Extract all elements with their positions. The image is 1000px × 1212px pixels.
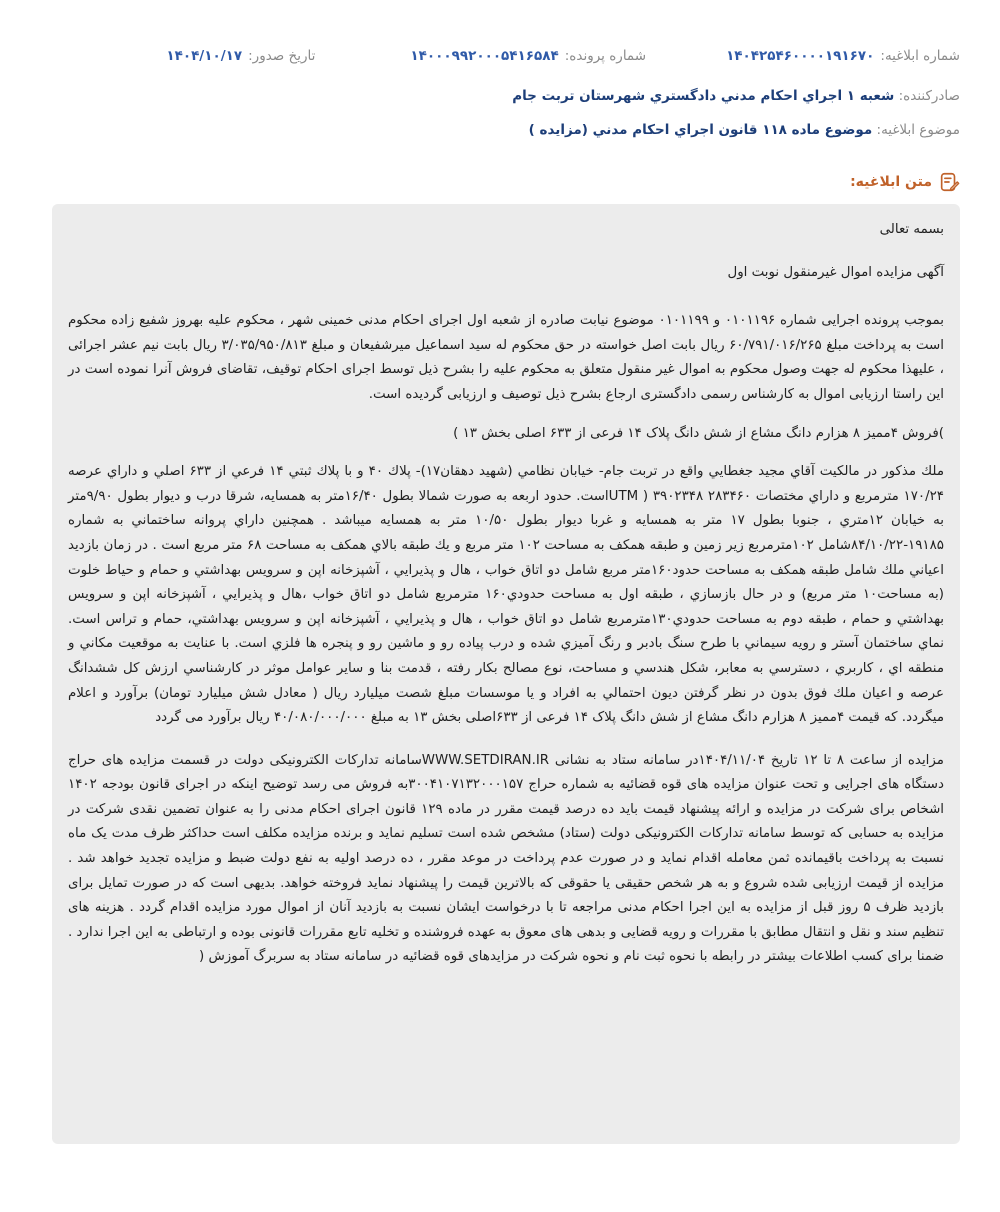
case-number (410, 48, 646, 64)
issue-date (166, 48, 315, 64)
notice-number-label: شماره ابلاغيه: (880, 48, 960, 64)
issue-date-value: ۱۴۰۴/۱۰/۱۷ (166, 48, 243, 64)
section-title: متن ابلاغيه: (850, 174, 932, 190)
case-number-label: شماره پرونده: (564, 48, 647, 64)
issuer-label: صادرکننده: (898, 88, 960, 104)
notice-share-line: )فروش ۴ممیز ۸ هزارم دانگ مشاع از شش دانگ پلاک ۱۴ فرعی از ۶۳۳ اصلی بخش ۱۳ ) (453, 425, 944, 441)
notice-number-value: ۱۴۰۴۲۵۴۶۰۰۰۰۱۹۱۶۷۰ (726, 48, 875, 64)
edit-document-icon (938, 171, 960, 193)
case-number-value: ۱۴۰۰۰۹۹۲۰۰۰۵۴۱۶۵۸۴ (410, 48, 559, 64)
property-description-paragraph: ملك مذكور در مالكيت آقاي مجيد جغطايي واقع در تربت جام- خيابان نظامي (شهيد دهقان۱۷)- پلاك ۴۰ و با پلاك ثبتي ۱۴ فرعي از ۶۳۳ اصلي و داراي عرصه ۱۷۰/۲۴ مترمربع و داراي مختصات ۲۸۳۴۶۰ ۳۹۰۲۳۴۸ ( UTMاست. حدود اربعه به صورت شمالا بطول ۱۶/۴۰متر به همسايه، شرقا درب و ديوار بطول ۹/۹۰متر به خيابان ۱۲متري ، جنوبا بطول ۱۷ متر به همسايه و غربا ديوار بطول ۱۰/۵۰ متر به همسايه ميباشد . همچنين داراي پروانه ساختماني به شماره ۱۹۱۸۵-۸۴/۱۰/۲۲شامل ۱۰۲مترمربع زير زمين و طبقه همكف به مساحت ۱۰۲ متر مربع و يك طبقه بالاي همكف به مساحت ۶۸ متر مربع است . در زمان بازديد اعياني ملك شامل طبقه همكف به مساحت حدود۱۶۰متر مربع شامل دو اتاق خواب ، هال و پذيرايي ، آشپزخانه اپن و سرويس بهداشتي و حمام و حياط خلوت (به مساحت۱۰ متر مربع) و در حال بازسازي ، طبقه اول به مساحت حدودي۱۶۰ مترمربع شامل دو اتاق خواب ،هال و پذيرايي ، آشپزخانه اپن و سرويس بهداشتي و حمام ، طبقه دوم به مساحت حدودي۱۳۰مترمربع شامل دو اتاق خواب ، هال و پذيرايي ، آشپزخانه اپن و سرويس بهداشتي، حمام و تراس است. نماي ساختمان آستر و رويه سيماني با طرح سنگ بادبر و رنگ آميزي شده و درب پياده رو و ماشين رو و پنجره ها فلزي است. با عنايت به موقعيت مكاني و منطقه اي ، كاربري ، دسترسي به معابر، شكل هندسي و مساحت، نوع مصالح بكار رفته ، قدمت بنا و ساير عوامل موثر در كارشناسي ارزش كل ششدانگ عرصه و اعيان ملك فوق بدون در نظر گرفتن ديون احتمالي به افراد و يا موسسات مبلغ شصت ميليارد ريال ( معادل شش ميليارد تومان) برآورد و اعلام ميگردد. که قیمت ۴ممیز ۸ هزارم دانگ مشاع از شش دانگ پلاک ۱۴ فرعی از ۶۳۳اصلی بخش ۱۳ به مبلغ ۴۰/۰۸۰/۰۰۰/۰۰۰ ریال برآورد می گردد (68, 464, 945, 726)
subject-row (40, 122, 960, 138)
notice-content-box (52, 204, 960, 1144)
issue-date-label: تاريخ صدور: (248, 48, 316, 64)
header-meta-row (40, 48, 960, 64)
notice-case-paragraph: بموجب پرونده اجرایی شماره ۰۱۰۱۱۹۶ و ۰۱۰۱۱۹۹ موضوع نیابت صادره از شعبه اول اجرای احکام مدنی خمینی شهر ، محکوم علیه بهروز شفیع زاده محکوم است به پرداخت مبلغ ۶۰/۷۹۱/۰۱۶/۲۶۵ ریال بابت اصل خواسته در حق محکوم له سید اسماعیل میرشفیعان و مبلغ ۳/۰۳۵/۹۵۰/۸۱۳ ریال بابت نیم عشر اجرائی ، علیهذا محکوم له جهت وصول محکوم به اموال غیر منقول متعلق به محکوم علیه را بشرح ذیل توسط اجرای احکام توقیف، تقاضای فروش آنرا نموده است در این راستا ارزیابی اموال به کارشناس رسمی دادگستری ارجاع بشرح ذیل توصیف و ارزیابی گردیده است. (68, 313, 944, 402)
notice-text-heading (850, 171, 960, 193)
notice-title: آگهی مزایده اموال غیرمنقول نوبت اول (727, 264, 944, 280)
notice-opening: بسمه تعالی (879, 222, 944, 237)
subject-value: موضوع ماده ۱۱۸ قانون اجراي احکام مدني (مزايده ) (528, 122, 873, 138)
subject-label: موضوع ابلاغيه: (876, 122, 960, 138)
auction-details-paragraph: مزایده از ساعت ۸ تا ۱۲ تاریخ ۱۴۰۴/۱۱/۰۴در سامانه ستاد به نشانی WWW.SETDIRAN.IRسامانه تدارکات الکترونیکی دولت در قسمت مزایده های حراج دستگاه های اجرایی و تحت عنوان مزایده های قوه قضائیه به شماره حراج ۳۰۰۴۱۰۷۱۳۲۰۰۰۱۵۷به فروش می رسد توضیح اینکه در اجرای قانون بودجه ۱۴۰۲ اشخاص برای شرکت در مزایده و ارائه پیشنهاد قیمت باید ده درصد قیمت مقرر در ماده ۱۲۹ قانون اجرای احکام مدنی را به عنوان تضمین نقدی شرکت در مزایده به حسابی که توسط سامانه تدارکات الکترونیکی دولت (ستاد) مشخص شده است تسلیم نماید و برنده مزایده مکلف است حداکثر ظرف مدت یک ماه نسبت به پرداخت باقیمانده ثمن معامله اقدام نماید و در صورت عدم پرداخت در موعد مقرر ، ده درصد اولیه به نفع دولت ضبط و مزایده تجدید خواهد شد . مزایده از قیمت ارزیابی شده شروع و به هر شخص حقیقی یا حقوقی که بالاترین قیمت را پیشنهاد نماید فروخته خواهد. بدیهی است که در صورت تمایل برای بازدید ظرف ۵ روز قبل از مزایده به این اجرا احکام مدنی مراجعه تا با درخواست ایشان نسبت به بازدید آنان از اموال مورد مزایده اقدام گردد . هزینه های تنظیم سند و نقل و انتقال مطابق با مقررات و رویه قضایی و بدهی های معوق به عهده فروشنده و تخلیه تابع مقررات قانونی بوده و ارتباطی به این اجرا ندارد . ضمنا برای کسب اطلاعات بیشتر در رابطه با نحوه ثبت نام و نحوه شرکت در مزایدهای قوه قضائیه در سامانه ستاد به سربرگ آموزش ( (68, 752, 945, 965)
notice-number (726, 48, 960, 64)
issuer-row (40, 88, 960, 104)
issuer-value: شعبه ۱ اجراي احکام مدني دادگستري شهرستان تربت جام (512, 88, 895, 104)
